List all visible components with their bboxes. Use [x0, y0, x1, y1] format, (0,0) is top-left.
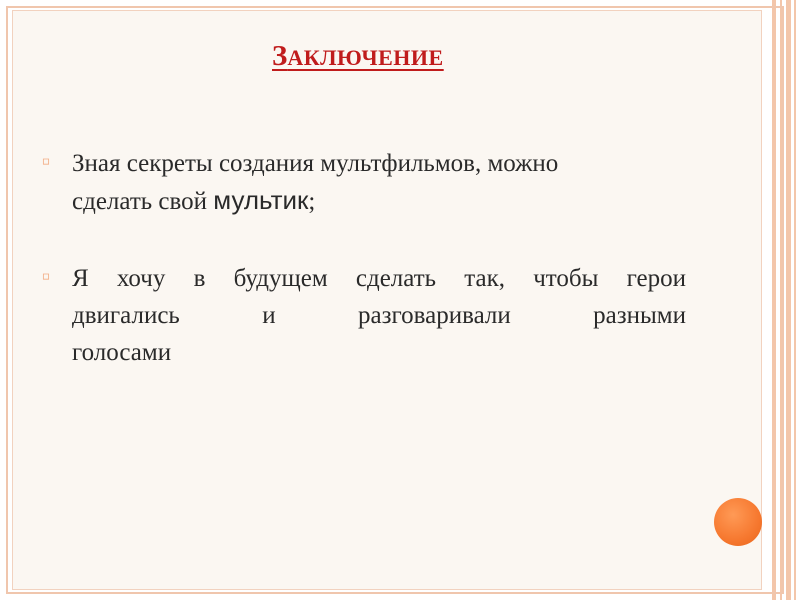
bullet-line	[72, 182, 686, 220]
title-rest: АКЛЮЧЕНИЕ	[287, 45, 444, 70]
bullet-line: двигались и разговаривали разными	[72, 302, 686, 329]
decorative-stripe	[786, 0, 791, 600]
bullet-item	[36, 260, 686, 371]
bullet-line: Я хочу в будущем сделать так, чтобы герои	[72, 265, 686, 292]
decorative-stripe	[794, 0, 796, 600]
title-initial: З	[272, 40, 288, 72]
bullet-marker-icon: ⸋	[42, 270, 51, 289]
bullet-marker-icon: ⸋	[42, 155, 51, 174]
slide-title	[272, 40, 444, 73]
bullet-emphasis: мультик	[213, 185, 309, 215]
bullet-text: сделать свой	[72, 188, 214, 215]
bullet-list	[36, 145, 686, 371]
bullet-text: ;	[308, 188, 316, 215]
bullet-line: Зная секреты создания мультфильмов, можно	[72, 150, 559, 177]
bullet-item	[36, 145, 686, 220]
orange-circle-icon	[714, 498, 762, 546]
bullet-line: голосами	[72, 339, 172, 366]
